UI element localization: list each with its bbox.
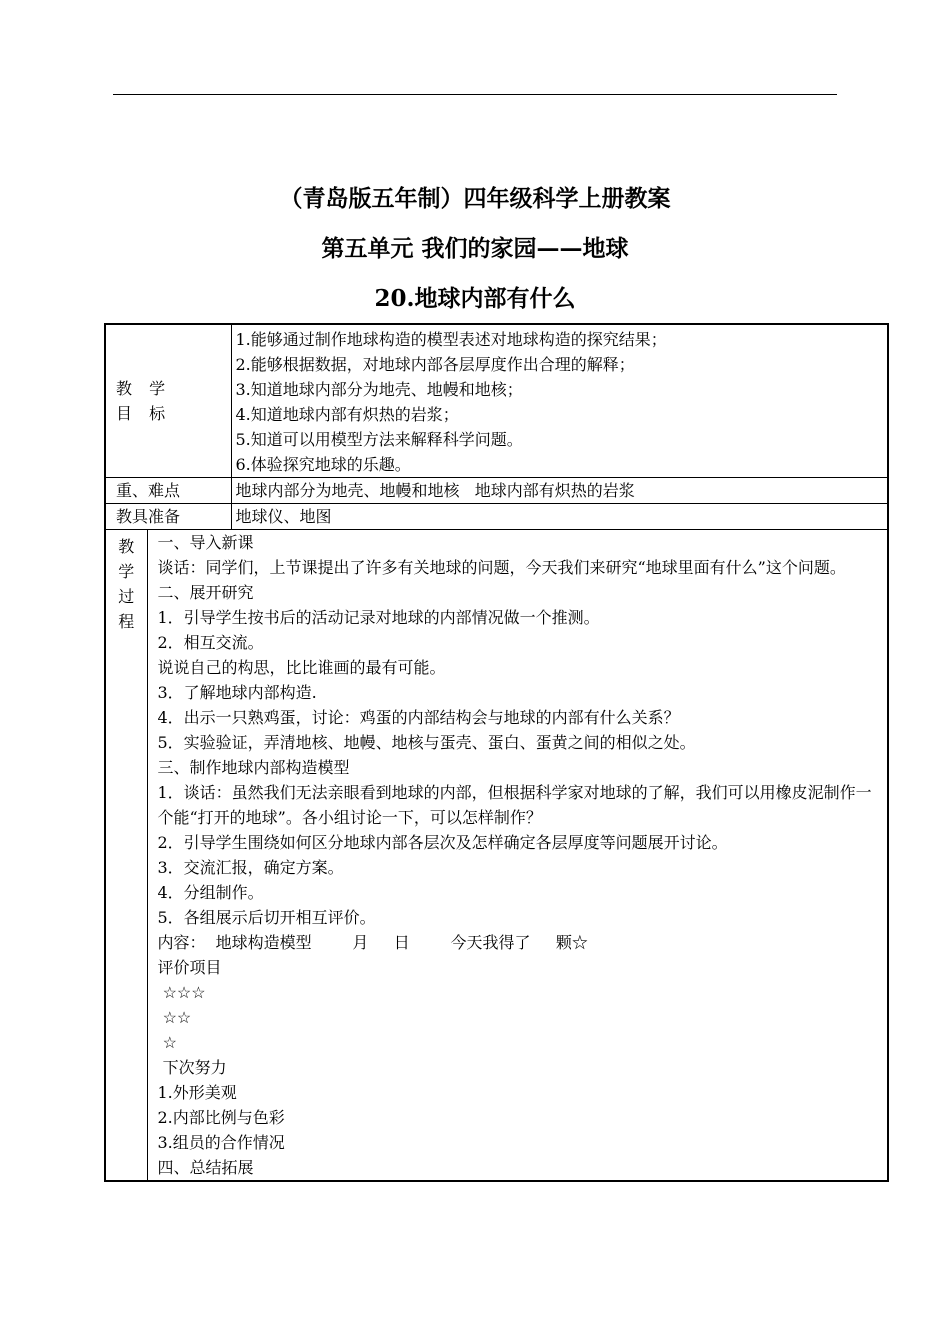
materials-value: 地球仪、地图 [231, 504, 888, 530]
process-line: 3．了解地球内部构造. [157, 683, 317, 702]
goal-item: 6.体验探究地球的乐趣。 [235, 455, 411, 474]
rating-two-stars: ☆☆ [157, 1008, 192, 1027]
evaluation-header-line: 内容： 地球构造模型 月 日 今天我得了 颗☆ [157, 933, 588, 952]
process-line: 四、总结拓展 [157, 1158, 254, 1177]
process-line: 二、展开研究 [157, 583, 254, 602]
process-row [105, 530, 888, 1182]
evaluation-item: 3.组员的合作情况 [157, 1133, 285, 1152]
process-line: 2．引导学生围绕如何区分地球内部各层次及怎样确定各层厚度等问题展开讨论。 [157, 833, 728, 852]
document-title: （青岛版五年制）四年级科学上册教案 [279, 185, 671, 212]
key-points-label: 重、难点 [105, 478, 231, 504]
rating-try-harder: 下次努力 [157, 1058, 227, 1077]
key-points-row [105, 478, 888, 504]
process-label [105, 530, 147, 1182]
key-points-text: 地球内部分为地壳、地幔和地核 地球内部有炽热的岩浆 [235, 481, 635, 500]
process-line: 3．交流汇报，确定方案。 [157, 858, 344, 877]
goal-item: 1.能够通过制作地球构造的模型表述对地球构造的探究结果； [235, 330, 667, 349]
process-line: 4．分组制作。 [157, 883, 264, 902]
goals-content [231, 324, 888, 478]
process-label-char: 过 [118, 587, 135, 606]
process-content [147, 530, 888, 1182]
process-line: 谈话：同学们，上节课提出了许多有关地球的问题，今天我们来研究“地球里面有什么”这个问题。 [157, 558, 846, 577]
process-line: 1．谈话：虽然我们无法亲眼看到地球的内部，但根据科学家对地球的了解，我们可以用橡皮泥制作一个能“打开的地球”。各小组讨论一下，可以怎样制作？ [157, 783, 872, 827]
goals-row [105, 324, 888, 478]
goal-item: 5.知道可以用模型方法来解释科学问题。 [235, 430, 523, 449]
lesson-title: 20.地球内部有什么 [374, 285, 576, 312]
process-line: 2．相互交流。 [157, 633, 264, 652]
rating-three-stars: ☆☆☆ [157, 983, 206, 1002]
goal-item: 4.知道地球内部有炽热的岩浆； [235, 405, 459, 424]
process-label-char: 学 [118, 562, 135, 581]
process-line: 说说自己的构思，比比谁画的最有可能。 [157, 658, 446, 677]
process-line: 三、制作地球内部构造模型 [157, 758, 350, 777]
evaluation-item: 1.外形美观 [157, 1083, 237, 1102]
lesson-plan-table [104, 323, 889, 1182]
process-line: 1．引导学生按书后的活动记录对地球的内部情况做一个推测。 [157, 608, 600, 627]
goals-label-line2: 目 标 [116, 404, 172, 423]
materials-row [105, 504, 888, 530]
goal-item: 2.能够根据数据，对地球内部各层厚度作出合理的解释； [235, 355, 635, 374]
unit-title: 第五单元 我们的家园——地球 [321, 235, 629, 262]
goals-label [105, 324, 231, 478]
process-line: 5．各组展示后切开相互评价。 [157, 908, 376, 927]
key-points-value [231, 478, 888, 504]
header-rule [113, 94, 837, 95]
goals-label-line1: 教 学 [116, 379, 172, 398]
process-line: 5．实验验证，弄清地核、地幔、地核与蛋壳、蛋白、蛋黄之间的相似之处。 [157, 733, 696, 752]
process-line: 4．出示一只熟鸡蛋，讨论：鸡蛋的内部结构会与地球的内部有什么关系？ [157, 708, 680, 727]
process-label-char: 程 [118, 612, 135, 631]
goal-item: 3.知道地球内部分为地壳、地幔和地核； [235, 380, 523, 399]
materials-label: 教具准备 [105, 504, 231, 530]
process-line: 一、导入新课 [157, 533, 254, 552]
evaluation-item: 2.内部比例与色彩 [157, 1108, 285, 1127]
rating-one-star: ☆ [157, 1033, 177, 1052]
process-label-char: 教 [118, 537, 135, 556]
evaluation-items-label: 评价项目 [157, 958, 222, 977]
